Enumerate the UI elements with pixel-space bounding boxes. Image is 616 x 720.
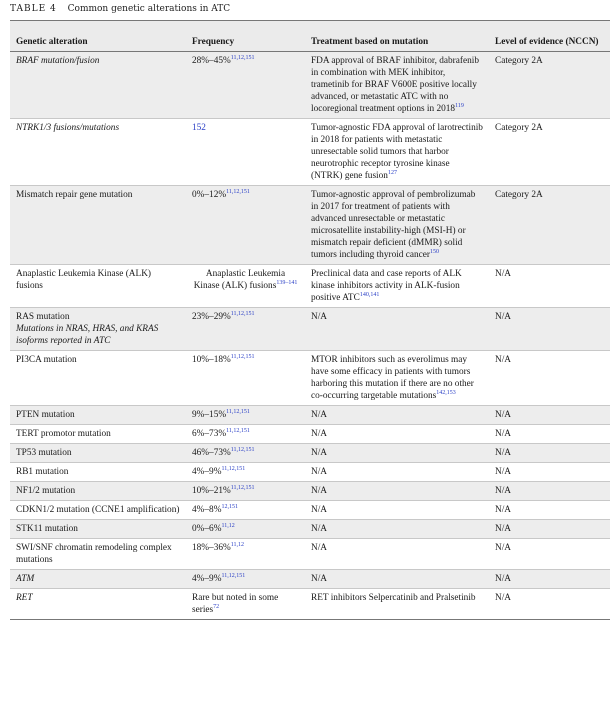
alteration-note: Mutations in NRAS, HRAS, and KRAS isoforms reported in ATC xyxy=(16,324,159,346)
reference-link[interactable]: 11,12,151 xyxy=(226,427,250,434)
cell-treatment: RET inhibitors Selpercatinib and Pralsetinib xyxy=(305,589,489,620)
cell-alteration: NF1/2 mutation xyxy=(10,482,186,501)
cell-alteration xyxy=(10,52,186,119)
cell-evidence: N/A xyxy=(489,570,610,589)
cell-treatment: MTOR inhibitors such as everolimus may have some efficacy in patients with tumors harboring this mutation if there are no other co-occurring targetable mutations$^{142,153}$ xyxy=(305,351,489,406)
table-title: Common genetic alterations in ATC xyxy=(67,4,231,14)
cell-alteration: TP53 mutation xyxy=(10,444,186,463)
cell-treatment: Preclinical data and case reports of ALK kinase inhibitors activity in ALK-fusion positive ATC$^{140,141}$ xyxy=(305,265,489,308)
header-treatment: Treatment based on mutation xyxy=(305,21,489,52)
cell-treatment: N/A xyxy=(305,308,489,351)
reference-link[interactable]: 11,12,151 xyxy=(226,188,250,195)
cell-evidence: N/A xyxy=(489,520,610,539)
cell-treatment: N/A xyxy=(305,520,489,539)
table-row xyxy=(10,520,610,539)
table-row xyxy=(10,444,610,463)
cell-alteration: Anaplastic Leukemia Kinase (ALK) fusions xyxy=(10,265,186,308)
table-row xyxy=(10,119,610,186)
cell-evidence: Category 2A xyxy=(489,52,610,119)
cell-alteration: CDKN1/2 mutation (CCNE1 amplification) xyxy=(10,501,186,520)
gene-name: BRAF mutation/fusion xyxy=(16,56,100,66)
cell-frequency: 10%–18%$^{11,12,151}$ xyxy=(186,351,305,406)
reference-link[interactable]: 12,151 xyxy=(221,503,238,510)
cell-treatment: N/A xyxy=(305,539,489,570)
cell-evidence: N/A xyxy=(489,539,610,570)
cell-frequency: 18%–36%$^{11,12}$ xyxy=(186,539,305,570)
header-evidence: Level of evidence (NCCN) xyxy=(489,21,610,52)
cell-frequency: 9%–15%$^{11,12,151}$ xyxy=(186,406,305,425)
cell-alteration: ATM xyxy=(10,570,186,589)
table-row xyxy=(10,52,610,119)
cell-treatment: N/A xyxy=(305,406,489,425)
cell-evidence: N/A xyxy=(489,482,610,501)
reference-link[interactable]: 139–141 xyxy=(276,279,298,286)
table-row xyxy=(10,351,610,406)
cell-alteration: PTEN mutation xyxy=(10,406,186,425)
cell-treatment: Tumor-agnostic approval of pembrolizumab in 2017 for treatment of patients with advanced unresectable or metastatic microsatellite instability-high (MSI-H) or mismatch repair deficient (dMMR) solid tumors including thyroid cancer$^{150}$ xyxy=(305,186,489,265)
cell-treatment: N/A xyxy=(305,425,489,444)
table-row xyxy=(10,539,610,570)
reference-link[interactable]: 11,12,151 xyxy=(221,465,246,472)
cell-evidence: Category 2A xyxy=(489,186,610,265)
cell-alteration: RB1 mutation xyxy=(10,463,186,482)
cell-frequency xyxy=(186,119,305,186)
table-row xyxy=(10,501,610,520)
cell-treatment: N/A xyxy=(305,482,489,501)
cell-evidence: N/A xyxy=(489,444,610,463)
cell-treatment: N/A xyxy=(305,501,489,520)
reference-link[interactable]: 72 xyxy=(213,603,220,610)
reference-link[interactable]: 11,12,151 xyxy=(226,408,250,415)
header-row xyxy=(10,21,610,52)
cell-frequency: 23%–29%$^{11,12,151}$ xyxy=(186,308,305,351)
cell-frequency: 4%–8%$^{12,151}$ xyxy=(186,501,305,520)
cell-evidence: N/A xyxy=(489,589,610,620)
cell-frequency: 10%–21%$^{11,12,151}$ xyxy=(186,482,305,501)
cell-treatment: N/A xyxy=(305,444,489,463)
cell-frequency: 6%–73%$^{11,12,151}$ xyxy=(186,425,305,444)
cell-alteration: RET xyxy=(10,589,186,620)
cell-treatment: N/A xyxy=(305,463,489,482)
cell-evidence: N/A xyxy=(489,501,610,520)
reference-link[interactable]: 127 xyxy=(387,169,397,176)
cell-alteration: STK11 mutation xyxy=(10,520,186,539)
cell-treatment: N/A xyxy=(305,570,489,589)
reference-link[interactable]: 11,12,151 xyxy=(230,446,255,453)
cell-frequency: 46%–73%$^{11,12,151}$ xyxy=(186,444,305,463)
cell-evidence: N/A xyxy=(489,463,610,482)
cell-alteration: Mismatch repair gene mutation xyxy=(10,186,186,265)
reference-link[interactable]: 152 xyxy=(192,123,206,133)
table-row xyxy=(10,589,610,620)
cell-evidence: Category 2A xyxy=(489,119,610,186)
cell-frequency: Rare but noted in some series$^{72}$ xyxy=(186,589,305,620)
table-row xyxy=(10,406,610,425)
table-row xyxy=(10,265,610,308)
table-caption xyxy=(10,4,230,14)
cell-frequency: 0%–12%$^{11,12,151}$ xyxy=(186,186,305,265)
table-row xyxy=(10,570,610,589)
table-label: TABLE 4 xyxy=(10,4,57,14)
reference-link[interactable]: 11,12,151 xyxy=(230,54,255,61)
reference-link[interactable]: 11,12 xyxy=(230,541,245,548)
table-row xyxy=(10,482,610,501)
reference-link[interactable]: 11,12,151 xyxy=(230,310,255,317)
cell-evidence: N/A xyxy=(489,308,610,351)
cell-alteration: NTRK1/3 fusions/mutations xyxy=(10,119,186,186)
reference-link[interactable]: 11,12,151 xyxy=(221,572,246,579)
reference-link[interactable]: 11,12,151 xyxy=(230,484,255,491)
reference-link[interactable]: 11,12 xyxy=(221,522,235,529)
cell-evidence: N/A xyxy=(489,425,610,444)
header-genetic-alteration: Genetic alteration xyxy=(10,21,186,52)
genetic-alterations-table xyxy=(10,20,610,620)
cell-treatment: Tumor-agnostic FDA approval of larotrectinib in 2018 for patients with metastatic unresectable solid tumors that harbor neurotrophic receptor tyrosine kinase (NTRK) gene fusion$^{127}$ xyxy=(305,119,489,186)
cell-frequency: 4%–9%$^{11,12,151}$ xyxy=(186,463,305,482)
cell-alteration: TERT promotor mutation xyxy=(10,425,186,444)
cell-evidence: N/A xyxy=(489,351,610,406)
table-row xyxy=(10,308,610,351)
table-row xyxy=(10,463,610,482)
table-row xyxy=(10,425,610,444)
cell-alteration: SWI/SNF chromatin remodeling complex mutations xyxy=(10,539,186,570)
reference-link[interactable]: 150 xyxy=(430,248,440,255)
cell-frequency: 4%–9%$^{11,12,151}$ xyxy=(186,570,305,589)
cell-frequency: 0%–6%$^{11,12}$ xyxy=(186,520,305,539)
reference-link[interactable]: 142,153 xyxy=(436,389,456,396)
cell-alteration: PI3CA mutation xyxy=(10,351,186,406)
cell-evidence: N/A xyxy=(489,265,610,308)
header-frequency: Frequency xyxy=(186,21,305,52)
cell-alteration: RAS mutation Mutations in NRAS, HRAS, and KRAS isoforms reported in ATC xyxy=(10,308,186,351)
cell-treatment: FDA approval of BRAF inhibitor, dabrafenib in combination with MEK inhibitor, trametinib for BRAF V600E positive locally advanced, or metastatic ATC with no locoregional treatment options in 2018$^{119}$ xyxy=(305,52,489,119)
reference-link[interactable]: 140,141 xyxy=(359,291,380,298)
cell-frequency: 28%–45%$^{11,12,151}$ xyxy=(186,52,305,119)
cell-evidence: N/A xyxy=(489,406,610,425)
reference-link[interactable]: 11,12,151 xyxy=(230,353,255,360)
reference-link[interactable]: 119 xyxy=(455,102,464,109)
cell-frequency: Anaplastic Leukemia Kinase (ALK) fusions$^{139-141}$ xyxy=(186,265,305,308)
table-row xyxy=(10,186,610,265)
